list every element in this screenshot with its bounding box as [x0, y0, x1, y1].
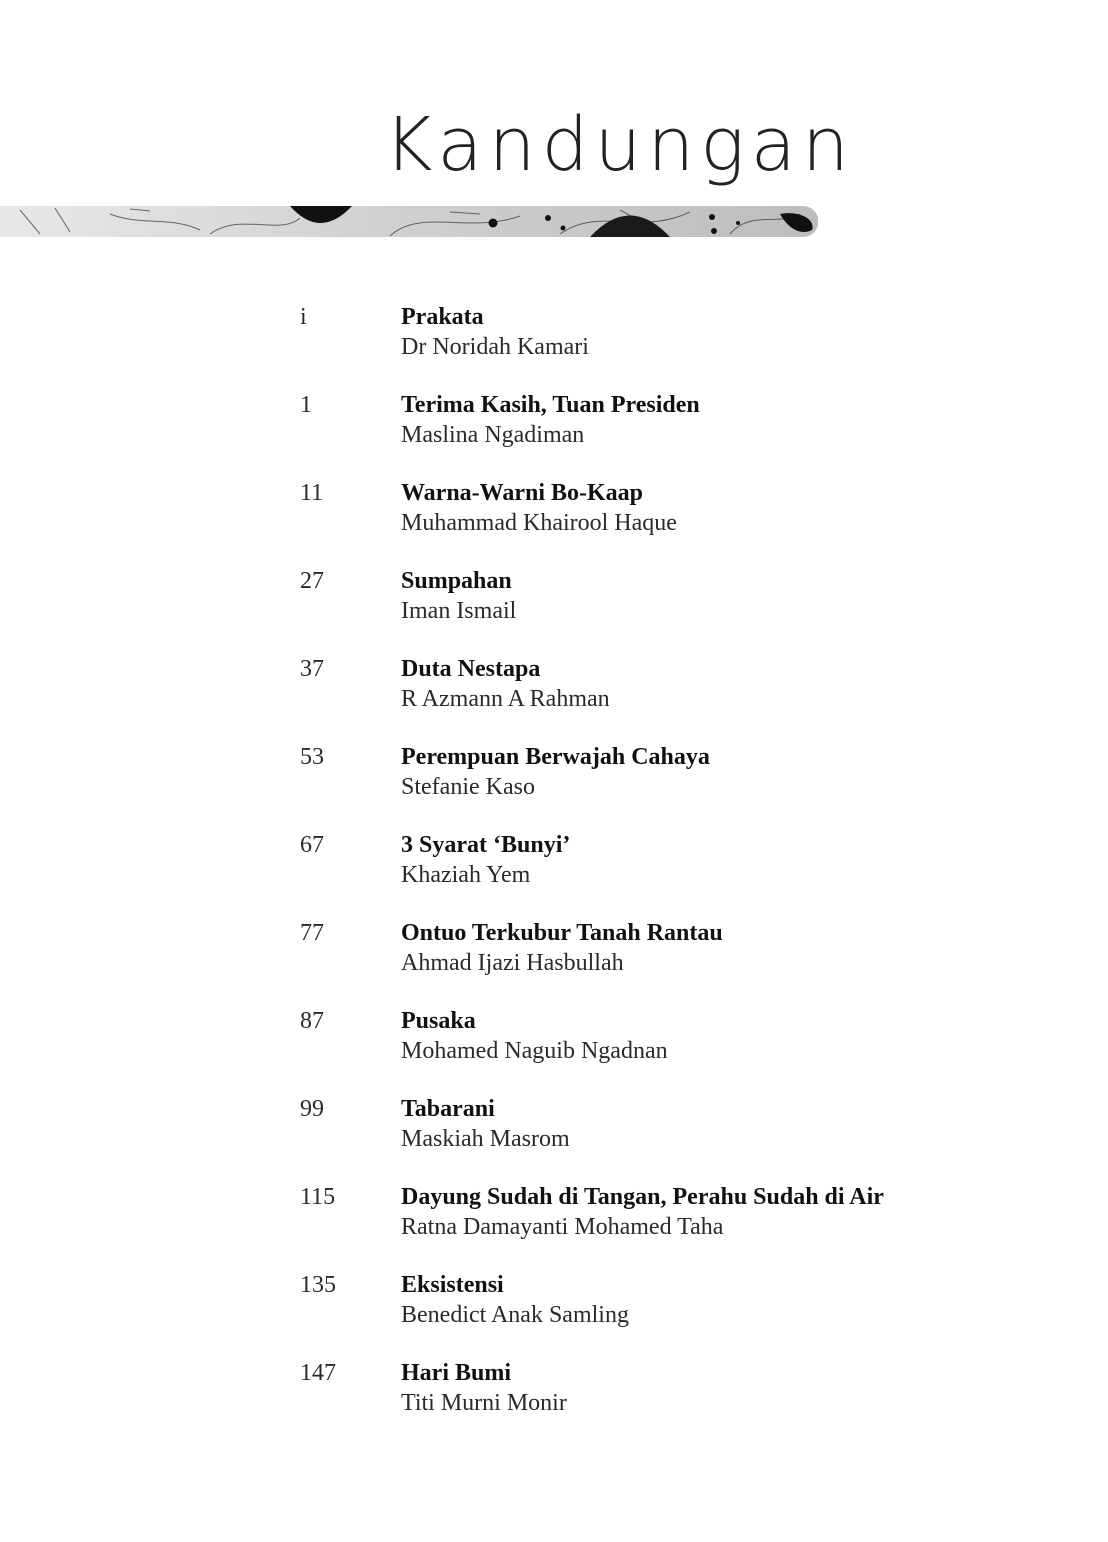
- entry-author: Mohamed Naguib Ngadnan: [401, 1038, 668, 1064]
- toc-entry[interactable]: [300, 654, 1060, 742]
- entry-author: Ratna Damayanti Mohamed Taha: [401, 1214, 724, 1240]
- page-number: 53: [300, 744, 324, 770]
- toc-entry[interactable]: [300, 1006, 1060, 1094]
- toc-entry[interactable]: [300, 918, 1060, 1006]
- page-number: 77: [300, 920, 324, 946]
- entry-author: Stefanie Kaso: [401, 774, 535, 800]
- page-title: Kandungan: [384, 102, 855, 188]
- page-number: 99: [300, 1096, 324, 1122]
- toc-entry[interactable]: [300, 1182, 1060, 1270]
- entry-title: Ontuo Terkubur Tanah Rantau: [401, 920, 723, 946]
- toc-entry[interactable]: [300, 302, 1060, 390]
- entry-title: Tabarani: [401, 1096, 495, 1122]
- entry-author: Dr Noridah Kamari: [401, 334, 589, 360]
- entry-author: Maskiah Masrom: [401, 1126, 570, 1152]
- entry-title: Duta Nestapa: [401, 656, 541, 682]
- toc-entry[interactable]: [300, 1270, 1060, 1358]
- page-number: 115: [300, 1184, 336, 1210]
- entry-title: Prakata: [401, 304, 484, 330]
- toc-entry[interactable]: [300, 566, 1060, 654]
- entry-title: Hari Bumi: [401, 1360, 512, 1386]
- page-number: 1: [300, 392, 312, 418]
- entry-title: Eksistensi: [401, 1272, 504, 1298]
- entry-author: Benedict Anak Samling: [401, 1302, 629, 1328]
- toc-entry[interactable]: [300, 742, 1060, 830]
- entry-title: Dayung Sudah di Tangan, Perahu Sudah di Air: [401, 1184, 884, 1210]
- toc-entry[interactable]: [300, 1358, 1060, 1446]
- decorative-banner: [0, 206, 818, 237]
- entry-title: Terima Kasih, Tuan Presiden: [401, 392, 700, 418]
- table-of-contents: [300, 302, 1060, 1446]
- entry-author: Ahmad Ijazi Hasbullah: [401, 950, 624, 976]
- page-number: 87: [300, 1008, 324, 1034]
- page-number: i: [300, 304, 307, 330]
- toc-entry[interactable]: [300, 1094, 1060, 1182]
- page-number: 37: [300, 656, 324, 682]
- entry-title: Pusaka: [401, 1008, 476, 1034]
- toc-entry[interactable]: [300, 478, 1060, 566]
- entry-author: Maslina Ngadiman: [401, 422, 585, 448]
- toc-entry[interactable]: [300, 390, 1060, 478]
- page-number: 11: [300, 480, 324, 506]
- entry-author: Muhammad Khairool Haque: [401, 510, 677, 536]
- entry-title: Sumpahan: [401, 568, 512, 594]
- entry-author: Iman Ismail: [401, 598, 517, 624]
- page-number: 27: [300, 568, 324, 594]
- entry-author: R Azmann A Rahman: [401, 686, 610, 712]
- entry-title: Perempuan Berwajah Cahaya: [401, 744, 710, 770]
- page-number: 135: [300, 1272, 336, 1298]
- entry-author: Titi Murni Monir: [401, 1390, 567, 1416]
- toc-entry[interactable]: [300, 830, 1060, 918]
- entry-author: Khaziah Yem: [401, 862, 531, 888]
- entry-title: Warna-Warni Bo-Kaap: [401, 480, 644, 506]
- entry-title: 3 Syarat ‘Bunyi’: [401, 832, 571, 858]
- page-number: 147: [300, 1360, 336, 1386]
- page-number: 67: [300, 832, 324, 858]
